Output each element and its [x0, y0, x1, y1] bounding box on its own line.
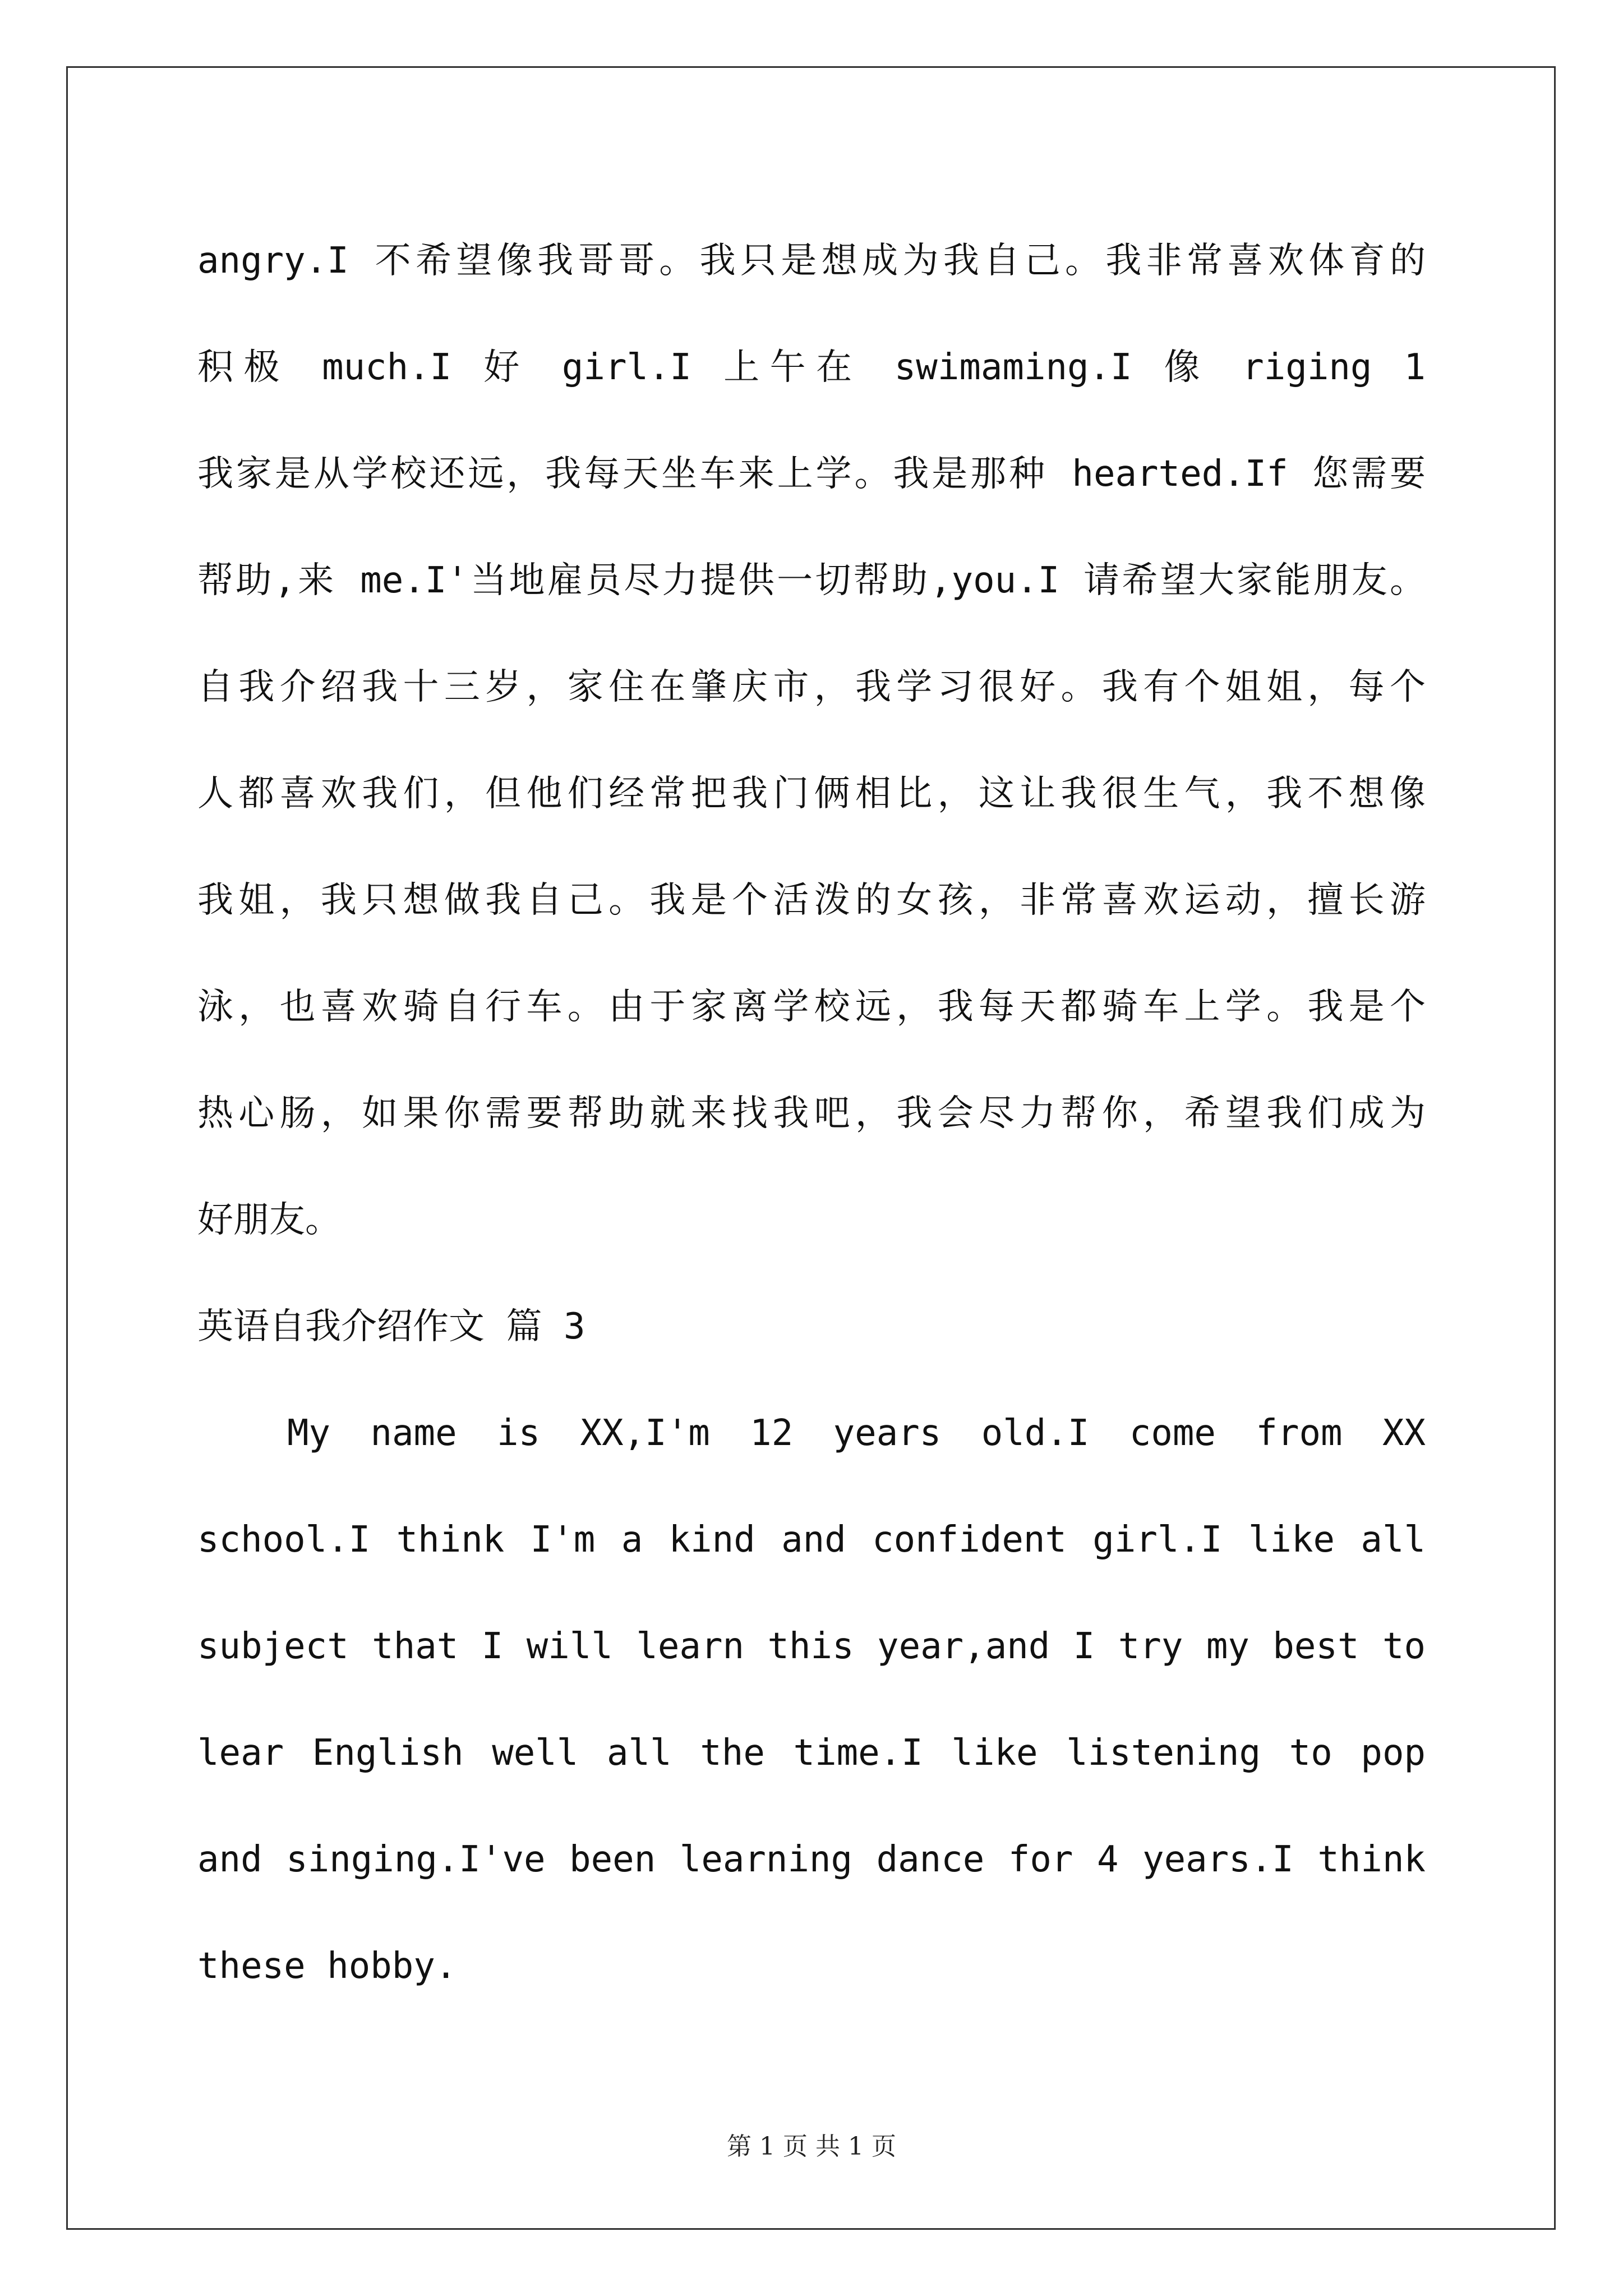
text-line: 人都喜欢我们，但他们经常把我门俩相比，这让我很生气，我不想像 — [197, 773, 1426, 815]
text-line: 好朋友。 — [197, 1199, 341, 1241]
text-line: My name is XX,I'm 12 years old.I come from XX — [287, 1412, 1426, 1454]
document-body — [197, 208, 1426, 2019]
text-line: lear English well all the time.I like listening to pop — [197, 1732, 1426, 1774]
section-heading: 英语自我介绍作文 篇 3 — [197, 1306, 585, 1347]
text-line: 我家是从学校还远，我每天坐车来上学。我是那种 hearted.If 您需要 — [197, 453, 1426, 495]
text-line: 帮助,来 me.I'当地雇员尽力提供一切帮助,you.I 请希望大家能朋友。 — [197, 560, 1426, 601]
text-line: subject that I will learn this year,and I try my best to — [197, 1626, 1426, 1667]
text-line: and singing.I've been learning dance for 4 years.I think — [197, 1839, 1426, 1880]
text-line: angry.I 不希望像我哥哥。我只是想成为我自己。我非常喜欢体育的 — [197, 240, 1426, 282]
text-line: 自我介绍我十三岁，家住在肇庆市，我学习很好。我有个姐姐，每个 — [197, 666, 1426, 708]
text-line: 泳，也喜欢骑自行车。由于家离学校远，我每天都骑车上学。我是个 — [197, 986, 1426, 1028]
text-line: these hobby. — [197, 1945, 457, 1987]
text-line: 积极 much.I 好 girl.I 上午在 swimaming.I 像 riging 1 — [197, 347, 1426, 388]
text-line: school.I think I'm a kind and confident girl.I like all — [197, 1519, 1426, 1561]
text-line: 热心肠，如果你需要帮助就来找我吧，我会尽力帮你，希望我们成为 — [197, 1093, 1426, 1134]
page-number-footer: 第 1 页 共 1 页 — [727, 2132, 896, 2161]
text-line: 我姐，我只想做我自己。我是个活泼的女孩，非常喜欢运动，擅长游 — [197, 880, 1426, 921]
